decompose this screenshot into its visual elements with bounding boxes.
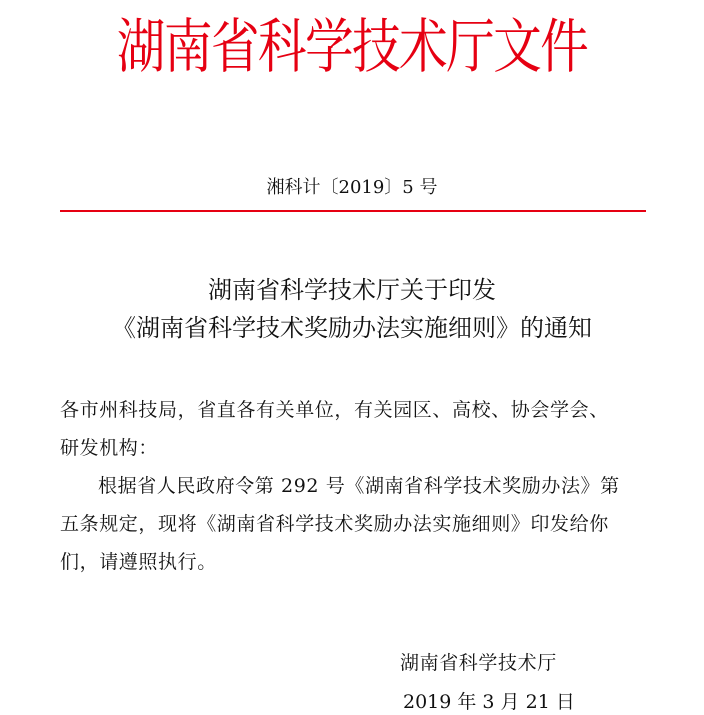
issuing-authority-signature: 湖南省科学技术厅 xyxy=(400,652,557,674)
document-title-line-1: 湖南省科学技术厅关于印发 xyxy=(208,276,496,304)
recipient-line-1: 各市州科技局，省直各有关单位，有关园区、高校、协会学会、 xyxy=(60,399,609,421)
document-number: 湘科计〔2019〕5 号 xyxy=(266,177,438,198)
document-title-line-2: 《湖南省科学技术奖励办法实施细则》的通知 xyxy=(112,314,592,342)
red-divider-line xyxy=(60,210,646,212)
body-paragraph-line-2: 五条规定，现将《湖南省科学技术奖励办法实施细则》印发给你 xyxy=(60,513,609,535)
body-paragraph-line-1: 根据省人民政府令第 292 号《湖南省科学技术奖励办法》第 xyxy=(98,475,620,497)
recipient-line-2: 研发机构： xyxy=(60,437,159,459)
document-masthead: 湖南省科学技术厅文件 xyxy=(116,12,588,82)
issue-date: 2019 年 3 月 21 日 xyxy=(403,691,575,713)
body-paragraph-line-3: 们，请遵照执行。 xyxy=(60,551,217,573)
